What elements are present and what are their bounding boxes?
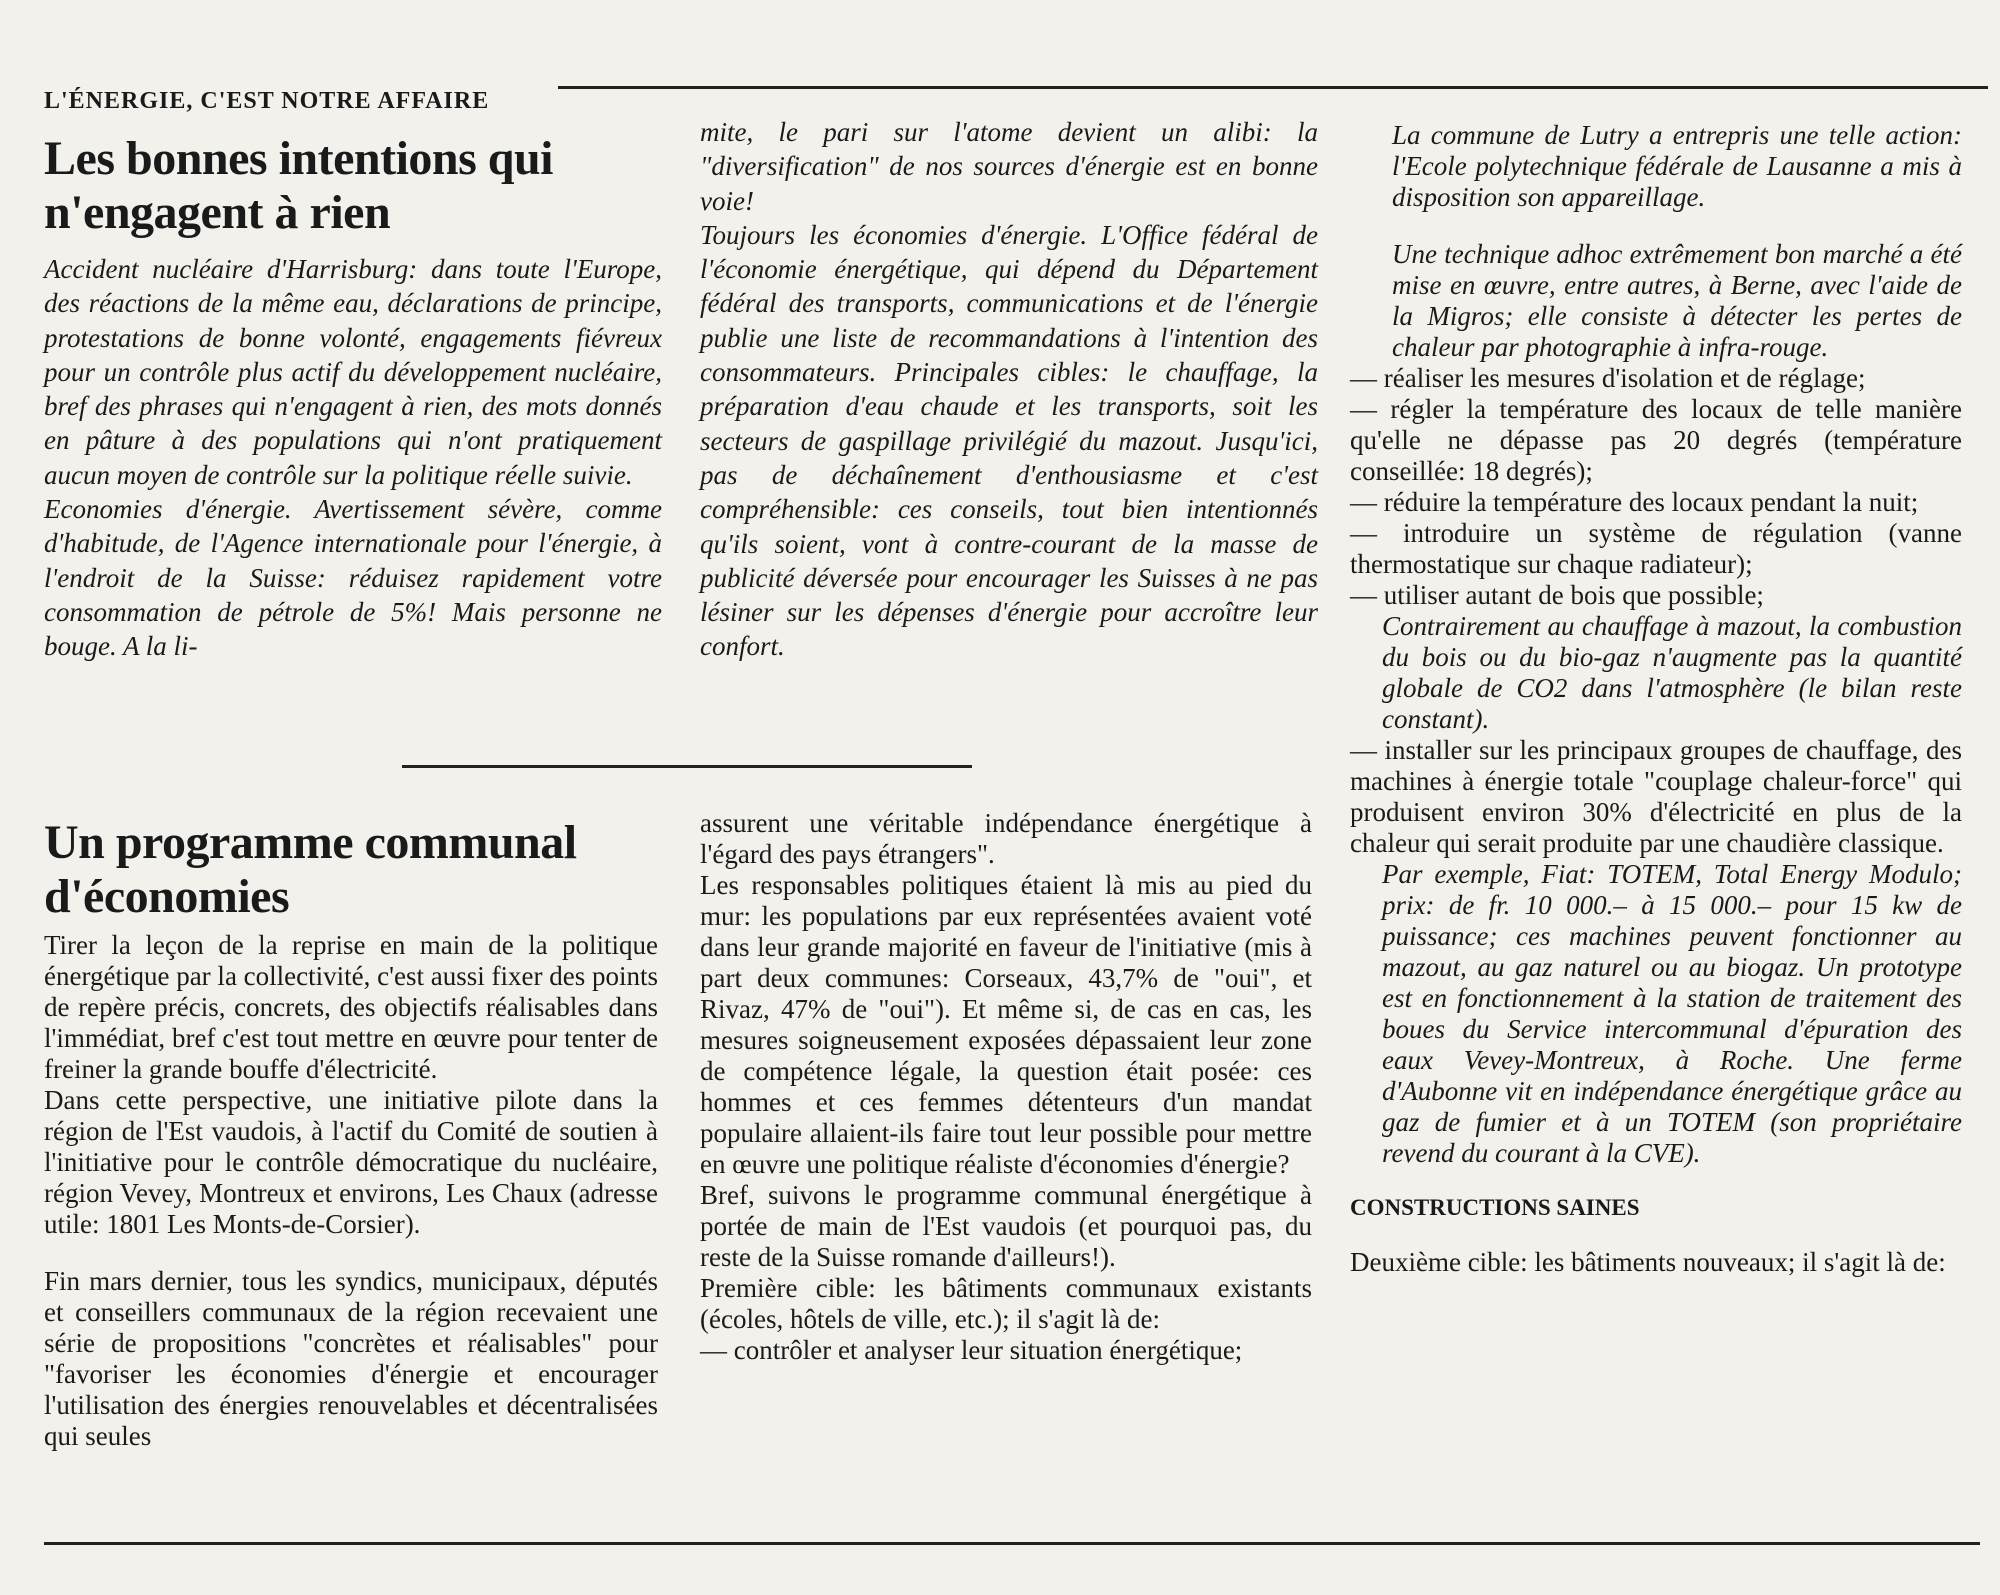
article-separator-rule	[402, 765, 972, 768]
article-2-column-3	[1350, 120, 1962, 1278]
kicker: L'ÉNERGIE, C'EST NOTRE AFFAIRE	[44, 88, 490, 114]
list-item: — régler la température des locaux de telle manière qu'elle ne dépasse pas 20 degrés (température conseillée: 18 degrés);	[1350, 394, 1962, 486]
paragraph: Dans cette perspective, une initiative pilote dans la région de l'Est vaudois, à l'actif du Comité de soutien à l'initiative pour le contrôle démocratique du nucléaire, région Vevey, Montreux et environs, Les Chaux (adresse utile: 1801 Les Monts-de-Corsier).	[44, 1085, 658, 1239]
paragraph: Accident nucléaire d'Harrisburg: dans toute l'Europe, des réactions de la même eau, déclarations de principe, protestations de bonne volonté, engagements fiévreux pour un contrôle plus actif du développement nucléaire, bref des phrases qui n'engagent à rien, des mots donnés en pâture à des populations qui n'ont pratiquement aucun moyen de contrôle sur la politique réelle suivie.	[44, 254, 662, 490]
bottom-rule	[44, 1542, 1980, 1545]
list-item: — utiliser autant de bois que possible;	[1350, 580, 1764, 610]
article-1-column-2	[700, 115, 1318, 664]
paragraph: Bref, suivons le programme communal énergétique à portée de main de l'Est vaudois (et pourquoi pas, du reste de la Suisse romande d'ailleurs!).	[700, 1180, 1312, 1272]
list-item: — réduire la température des locaux pendant la nuit;	[1350, 487, 1919, 517]
paragraph: Toujours les économies d'énergie. L'Office fédéral de l'économie énergétique, qui dépend du Département fédéral des transports, communications et de l'énergie publie une liste de recommandations à l'intention des consommateurs. Principales cibles: le chauffage, la préparation d'eau chaude et les transports, soit les secteurs de gaspillage privilégié du mazout. Jusqu'ici, pas de déchaînement d'enthousiasme et c'est compréhensible: ces conseils, tout bien intentionnés qu'ils soient, vont à contre-courant de la masse de publicité déversée pour encourager les Suisses à ne pas lésiner sur les dépenses d'énergie pour accroître leur confort.	[700, 219, 1318, 662]
note: Contrairement au chauffage à mazout, la combustion du bois ou du bio-gaz n'augmente pas la quantité globale de CO2 dans l'atmosphère (le bilan reste constant).	[1382, 611, 1962, 734]
paragraph: mite, le pari sur l'atome devient un alibi: la "diversification" de nos sources d'énergie est en bonne voie!	[700, 117, 1318, 216]
paragraph: Deuxième cible: les bâtiments nouveaux; il s'agit là de:	[1350, 1247, 1946, 1277]
article-2-column-1	[44, 930, 658, 1452]
paragraph: Première cible: les bâtiments communaux existants (écoles, hôtels de ville, etc.); il s'agit là de:	[700, 1273, 1312, 1334]
headline-article-1: Les bonnes intentions qui n'engagent à rien	[44, 132, 554, 239]
note: Par exemple, Fiat: TOTEM, Total Energy Modulo; prix: de fr. 10 000.– à 15 000.– pour 15 kw de puissance; ces machines peuvent fonctionner au mazout, au gaz naturel ou au biogaz. Un prototype est en fonctionnement à la station de traitement des boues du Service intercommunal d'épuration des eaux Vevey-Montreux, à Roche. Une ferme d'Aubonne vit en indépendance énergétique grâce au gaz de fumier et à un TOTEM (son propriétaire revend du courant à la CVE).	[1382, 859, 1962, 1168]
paragraph: Tirer la leçon de la reprise en main de la politique énergétique par la collectivité, c'est aussi fixer des points de repère précis, concrets, des objectifs réalisables dans l'immédiat, bref c'est tout mettre en œuvre pour tenter de freiner la grande bouffe d'électricité.	[44, 930, 658, 1084]
headline-article-2: Un programme communal d'économies	[44, 816, 577, 923]
list-item: — installer sur les principaux groupes de chauffage, des machines à énergie totale "couplage chaleur-force" qui produisent environ 30% d'électricité en plus de la chaleur qui serait produite par une chaudière classique.	[1350, 735, 1962, 858]
paragraph: assurent une véritable indépendance énergétique à l'égard des pays étrangers".	[700, 808, 1312, 869]
paragraph: Une technique adhoc extrêmement bon marché a été mise en œuvre, entre autres, à Berne, avec l'aide de la Migros; elle consiste à détecter les pertes de chaleur par photographie à infra-rouge.	[1392, 239, 1962, 362]
paragraph: Fin mars dernier, tous les syndics, municipaux, députés et conseillers communaux de la région recevaient une série de propositions "concrètes et réalisables" pour "favoriser les économies d'énergie et encourager l'utilisation des énergies renouvelables et décentralisées qui seules	[44, 1266, 658, 1451]
list-item: — réaliser les mesures d'isolation et de réglage;	[1350, 363, 1866, 393]
article-1-column-1	[44, 252, 662, 664]
article-2-column-2	[700, 808, 1312, 1366]
top-rule	[558, 86, 1988, 89]
list-item: — introduire un système de régulation (vanne thermostatique sur chaque radiateur);	[1350, 518, 1962, 579]
list-item: — contrôler et analyser leur situation énergétique;	[700, 1335, 1243, 1365]
subheading: CONSTRUCTIONS SAINES	[1350, 1195, 1640, 1220]
paragraph: Economies d'énergie. Avertissement sévère, comme d'habitude, de l'Agence internationale pour l'énergie, à l'endroit de la Suisse: réduisez rapidement votre consommation de pétrole de 5%! Mais personne ne bouge. A la li-	[44, 494, 662, 662]
paragraph: Les responsables politiques étaient là mis au pied du mur: les populations par eux représentées avaient voté dans leur grande majorité en faveur de l'initiative (mis à part deux communes: Corseaux, 43,7% de "oui", et Rivaz, 47% de "oui"). Et même si, de cas en cas, les mesures soigneusement exposées dépassaient leur zone de compétence légale, la question était posée: ces hommes et ces femmes détenteurs d'un mandat populaire allaient-ils faire tout leur possible pour mettre en œuvre une politique réaliste d'économies d'énergie?	[700, 870, 1312, 1179]
paragraph: La commune de Lutry a entrepris une telle action: l'Ecole polytechnique fédérale de Lausanne a mis à disposition son appareillage.	[1392, 120, 1962, 212]
